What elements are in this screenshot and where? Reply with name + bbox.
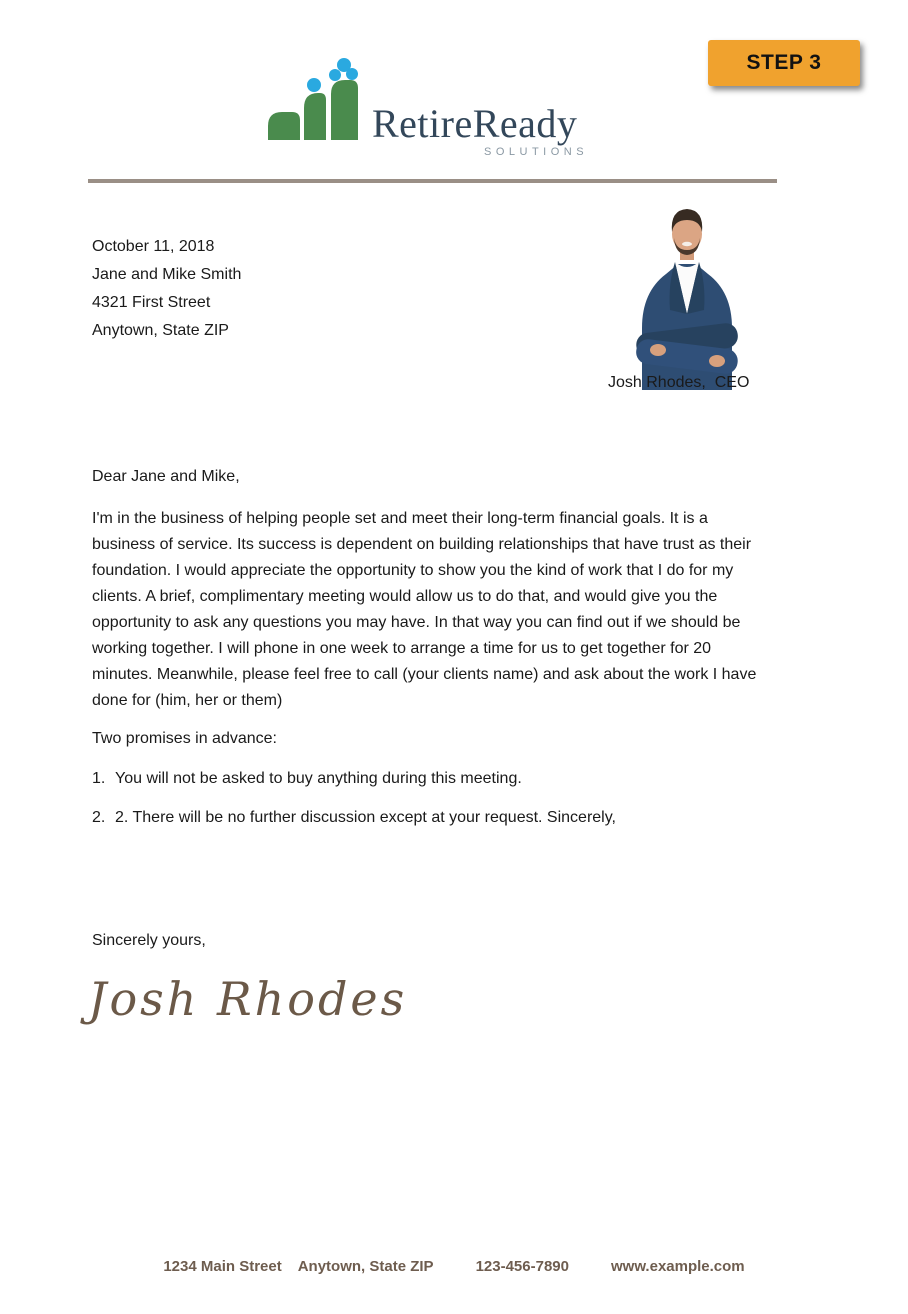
step-badge-label: STEP 3 — [746, 51, 822, 74]
letter-paragraph: I'm in the business of helping people set and meet their long-term financial goals. It is a business of service. Its success is dependent on building relationships that have trust as their foundation. I would appreciate the opportunity to show you the kind of work that I do for my clients. A brief, complimentary meeting would allow us to do that, and would give you the opportunity to ask any questions you may have. In that way you can find out if we should be working together. I will phone in one week to arrange a time for us to get together for 20 minutes. Meanwhile, please feel free to call (your clients name) and ask about the work I have done for (him, her or them) — [92, 510, 757, 709]
promise-item-1 — [92, 770, 768, 788]
promise-text: You will not be asked to buy anything during this meeting. — [115, 770, 522, 787]
recipient-block — [92, 233, 241, 345]
recipient-name: Jane and Mike Smith — [92, 266, 242, 283]
retireready-logo-icon — [266, 58, 360, 142]
brand-name: RetireReady — [372, 101, 578, 146]
recipient-city: Anytown, State ZIP — [92, 322, 229, 339]
recipient-street: 4321 First Street — [92, 294, 211, 311]
step-badge — [708, 40, 860, 86]
promise-text: 2. There will be no further discussion except at your request. Sincerely, — [115, 809, 616, 826]
ceo-photo — [630, 198, 745, 390]
brand-tagline: SOLUTIONS — [484, 146, 589, 158]
footer-city: Anytown, State ZIP — [297, 1258, 434, 1275]
page-footer — [0, 1258, 908, 1275]
promise-number: 1. — [92, 770, 106, 787]
photo-caption: Josh Rhodes, CEO — [608, 374, 750, 391]
signature-script: Josh Rhodes — [88, 972, 408, 1026]
footer-website: www.example.com — [610, 1258, 745, 1275]
letter-greeting: Dear Jane and Mike, — [92, 468, 240, 485]
letter-closing: Sincerely yours, — [92, 932, 206, 949]
footer-phone: 123-456-7890 — [475, 1258, 569, 1275]
promises-heading: Two promises in advance: — [92, 730, 277, 747]
letter-date: October 11, 2018 — [92, 238, 215, 255]
promise-item-2 — [92, 809, 768, 827]
header-divider — [88, 179, 777, 183]
footer-address: 1234 Main Street — [163, 1258, 282, 1275]
promise-number: 2. — [92, 809, 106, 826]
